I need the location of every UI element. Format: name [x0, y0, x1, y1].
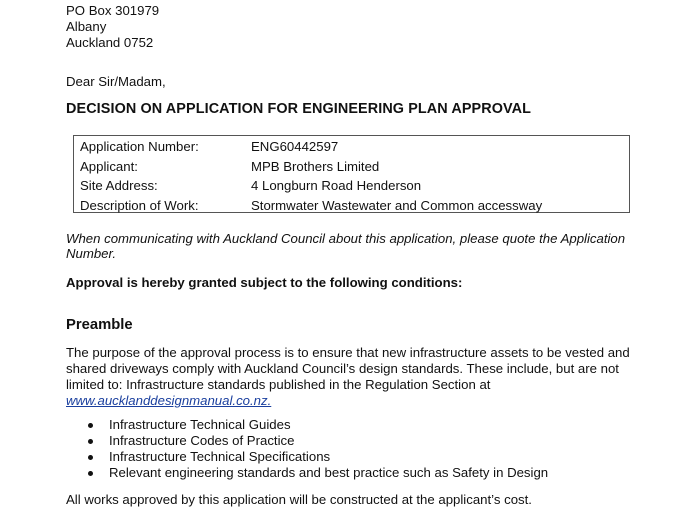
list-item-text: Relevant engineering standards and best practice such as Safety in Design	[109, 465, 549, 480]
salutation: Dear Sir/Madam,	[66, 74, 166, 89]
detail-label: Application Number:	[80, 139, 199, 154]
list-item-text: Infrastructure Technical Guides	[109, 417, 291, 432]
paragraph-line: shared driveways comply with Auckland Council’s design standards. These include, but are not	[66, 361, 619, 376]
detail-label: Description of Work:	[80, 197, 199, 213]
list-item	[88, 417, 548, 433]
paragraph-line: The purpose of the approval process is to ensure that new infrastructure assets to be vested and	[66, 345, 630, 360]
detail-value: 4 Longburn Road Henderson	[251, 178, 422, 193]
detail-row	[80, 139, 629, 159]
detail-value: Stormwater Wastewater and Common accessway	[251, 197, 543, 213]
address-line: PO Box 301979	[66, 3, 160, 18]
detail-row	[80, 178, 629, 198]
detail-label: Site Address:	[80, 178, 158, 193]
paragraph-line: limited to: Infrastructure standards published in the Regulation Section at	[66, 377, 491, 392]
standards-bullet-list	[88, 417, 548, 481]
bullet-icon	[88, 455, 93, 460]
address-line: Albany	[66, 19, 107, 34]
list-item	[88, 465, 548, 481]
bullet-icon	[88, 423, 93, 428]
approval-statement: Approval is hereby granted subject to the following conditions:	[66, 275, 463, 290]
application-details-box	[73, 135, 630, 213]
bullet-icon	[88, 439, 93, 444]
bullet-icon	[88, 471, 93, 476]
detail-row	[80, 159, 629, 179]
list-item-text: Infrastructure Codes of Practice	[109, 433, 295, 448]
letter-heading: DECISION ON APPLICATION FOR ENGINEERING PLAN APPROVAL	[66, 101, 532, 117]
detail-value: MPB Brothers Limited	[251, 158, 380, 174]
section-title-preamble: Preamble	[66, 317, 133, 333]
list-item-text: Infrastructure Technical Specifications	[109, 449, 331, 464]
quote-reference-note: When communicating with Auckland Council about this application, please quote the Application Number.	[66, 231, 626, 261]
address-line: Auckland 0752	[66, 35, 154, 50]
list-item	[88, 449, 548, 465]
cutoff-paragraph-line: All works approved by this application will be constructed at the applicant’s cost.	[66, 492, 532, 507]
detail-value: ENG60442597	[251, 139, 339, 154]
preamble-paragraph	[66, 345, 636, 409]
postal-address	[66, 3, 159, 51]
design-manual-link[interactable]: www.aucklanddesignmanual.co.nz.	[66, 393, 272, 408]
list-item	[88, 433, 548, 449]
detail-row	[80, 198, 629, 218]
detail-label: Applicant:	[80, 158, 138, 174]
